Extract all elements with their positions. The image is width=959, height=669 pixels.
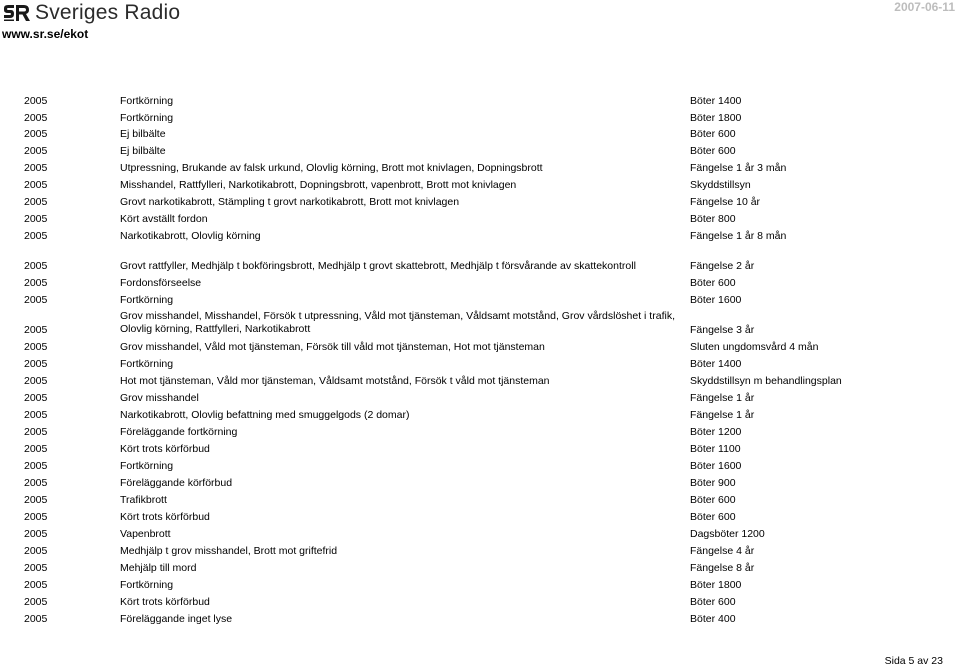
year-cell: 2005 [24, 145, 48, 157]
penalty-cell: Böter 400 [690, 613, 736, 625]
year-cell: 2005 [24, 213, 48, 225]
year-cell: 2005 [24, 358, 48, 370]
offense-cell: Fortkörning [120, 294, 174, 306]
year-cell: 2005 [24, 230, 48, 242]
year-cell: 2005 [24, 562, 48, 574]
year-cell: 2005 [24, 579, 48, 591]
penalty-cell: Fängelse 4 år [690, 545, 755, 557]
year-cell: 2005 [24, 277, 48, 289]
offense-cell: Fortkörning [120, 579, 174, 591]
penalty-cell: Fängelse 8 år [690, 562, 755, 574]
penalty-cell: Dagsböter 1200 [690, 528, 765, 540]
penalty-cell: Böter 600 [690, 494, 736, 506]
penalty-cell: Böter 600 [690, 511, 736, 523]
year-cell: 2005 [24, 112, 48, 124]
offense-cell: Medhjälp t grov misshandel, Brott mot griftefrid [120, 545, 338, 557]
penalty-cell: Sluten ungdomsvård 4 mån [690, 341, 819, 353]
penalty-cell: Böter 600 [690, 128, 736, 140]
offense-cell: Kört trots körförbud [120, 596, 210, 608]
year-cell: 2005 [24, 392, 48, 404]
penalty-cell: Böter 1800 [690, 579, 742, 591]
penalty-cell: Fängelse 1 år 3 mån [690, 162, 787, 174]
year-cell: 2005 [24, 613, 48, 625]
year-cell: 2005 [24, 443, 48, 455]
page-number: Sida 5 av 23 [884, 655, 943, 667]
penalty-cell: Fängelse 2 år [690, 260, 755, 272]
offense-cell: Kört trots körförbud [120, 511, 210, 523]
offense-cell: Utpressning, Brukande av falsk urkund, Olovlig körning, Brott mot knivlagen, Dopningsbrott [120, 162, 543, 174]
year-cell: 2005 [24, 341, 48, 353]
year-cell: 2005 [24, 95, 48, 107]
penalty-cell: Böter 1400 [690, 95, 742, 107]
document-date: 2007-06-11 [894, 0, 955, 14]
offense-cell: Grov misshandel [120, 392, 199, 404]
penalty-cell: Böter 1800 [690, 112, 742, 124]
year-cell: 2005 [24, 528, 48, 540]
offense-cell: Fortkörning [120, 460, 174, 472]
penalty-cell: Böter 900 [690, 477, 736, 489]
offense-cell: Fordonsförseelse [120, 277, 202, 289]
year-cell: 2005 [24, 477, 48, 489]
year-cell: 2005 [24, 494, 48, 506]
year-cell: 2005 [24, 426, 48, 438]
offense-cell: Ej bilbälte [120, 128, 166, 140]
penalty-cell: Böter 600 [690, 596, 736, 608]
offense-cell: Narkotikabrott, Olovlig körning [120, 230, 261, 242]
penalty-cell: Skyddstillsyn m behandlingsplan [690, 375, 842, 387]
penalty-cell: Böter 1600 [690, 294, 742, 306]
year-cell: 2005 [24, 511, 48, 523]
penalty-cell: Böter 1200 [690, 426, 742, 438]
penalty-cell: Böter 800 [690, 213, 736, 225]
penalty-cell: Böter 1100 [690, 443, 741, 455]
year-cell: 2005 [24, 545, 48, 557]
penalty-cell: Böter 1400 [690, 358, 742, 370]
offense-cell: Fortkörning [120, 112, 174, 124]
offense-cell: Narkotikabrott, Olovlig befattning med smuggelgods (2 domar) [120, 409, 410, 421]
offense-cell: Grovt narkotikabrott, Stämpling t grovt narkotikabrott, Brott mot knivlagen [120, 196, 460, 208]
year-cell: 2005 [24, 162, 48, 174]
offense-cell: Hot mot tjänsteman, Våld mor tjänsteman, Våldsamt motstånd, Försök t våld mot tjänsteman [120, 375, 550, 387]
logo-text: Sveriges Radio [35, 1, 181, 24]
penalty-cell: Skyddstillsyn [690, 179, 751, 191]
offense-cell: Kört trots körförbud [120, 443, 210, 455]
year-cell: 2005 [24, 179, 48, 191]
penalty-cell: Fängelse 3 år [690, 324, 755, 336]
offense-cell: Föreläggande körförbud [120, 477, 233, 489]
offense-cell: Vapenbrott [120, 528, 171, 540]
year-cell: 2005 [24, 324, 48, 336]
penalty-cell: Böter 1600 [690, 460, 742, 472]
offense-cell: Grov misshandel, Våld mot tjänsteman, Försök till våld mot tjänsteman, Hot mot tjänsteman [120, 341, 545, 353]
year-cell: 2005 [24, 460, 48, 472]
offense-cell: Misshandel, Rattfylleri, Narkotikabrott, Dopningsbrott, vapenbrott, Brott mot knivlagen [120, 179, 517, 191]
penalty-cell: Fängelse 1 år [690, 409, 755, 421]
year-cell: 2005 [24, 196, 48, 208]
offense-cell: Föreläggande inget lyse [120, 613, 233, 625]
year-cell: 2005 [24, 375, 48, 387]
offense-cell: Fortkörning [120, 358, 174, 370]
year-cell: 2005 [24, 128, 48, 140]
offense-cell-line2: Olovlig körning, Rattfylleri, Narkotikabrott [120, 323, 311, 335]
penalty-cell: Böter 600 [690, 145, 736, 157]
year-cell: 2005 [24, 596, 48, 608]
offense-cell: Föreläggande fortkörning [120, 426, 238, 438]
penalty-cell: Fängelse 10 år [690, 196, 761, 208]
offense-cell: Kört avställt fordon [120, 213, 208, 225]
year-cell: 2005 [24, 294, 48, 306]
offense-cell: Fortkörning [120, 95, 174, 107]
offense-cell: Trafikbrott [120, 494, 167, 506]
site-url[interactable]: www.sr.se/ekot [2, 27, 89, 41]
penalty-cell: Böter 600 [690, 277, 736, 289]
offense-cell: Ej bilbälte [120, 145, 166, 157]
offense-cell: Grovt rattfyller, Medhjälp t bokföringsbrott, Medhjälp t grovt skattebrott, Medhjälp t försvårande av skattekontroll [120, 260, 636, 272]
offense-cell: Mehjälp till mord [120, 562, 197, 574]
offense-cell-line1: Grov misshandel, Misshandel, Försök t utpressning, Våld mot tjänsteman, Våldsamt motstånd, Grov vårdslöshet i trafik, [120, 310, 675, 322]
penalty-cell: Fängelse 1 år [690, 392, 755, 404]
penalty-cell: Fängelse 1 år 8 mån [690, 230, 787, 242]
year-cell: 2005 [24, 409, 48, 421]
year-cell: 2005 [24, 260, 48, 272]
